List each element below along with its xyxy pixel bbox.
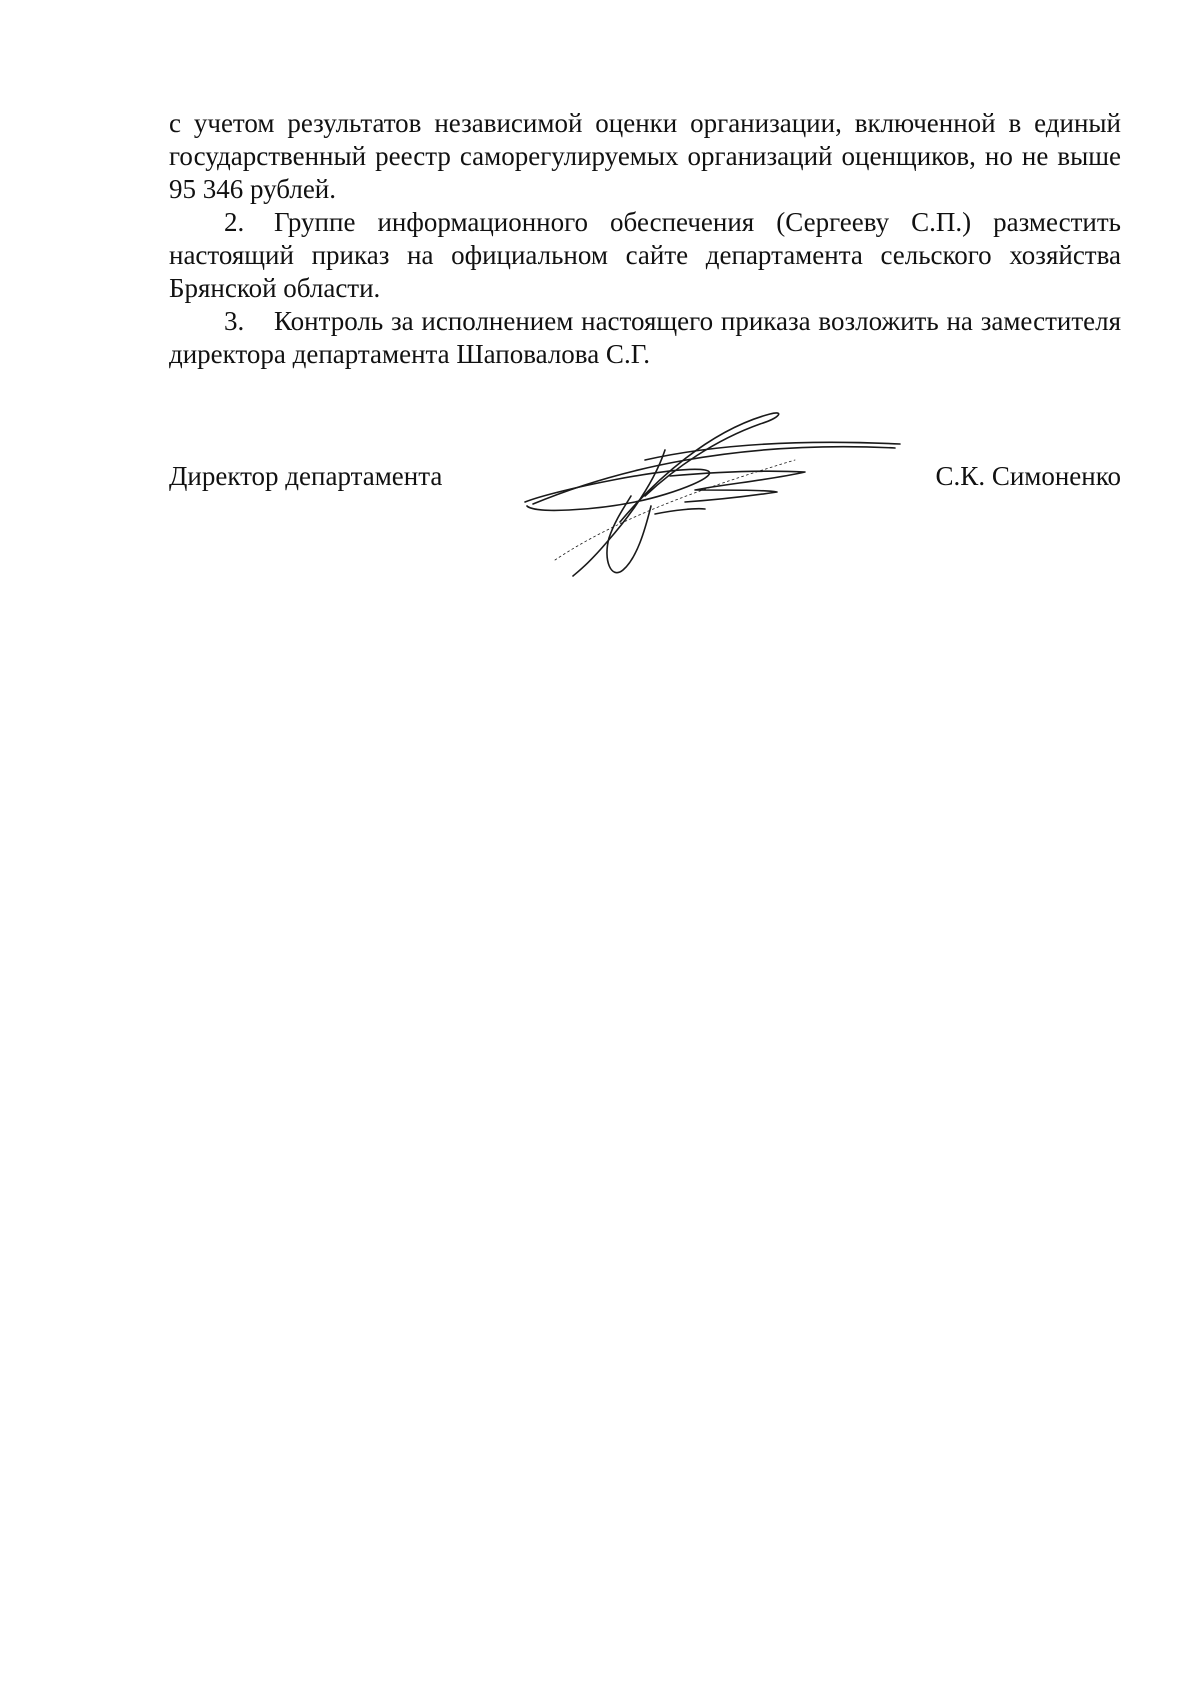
numbered-item-2 xyxy=(169,206,1121,305)
item-text: Группе информационного обеспечения (Сергееву С.П.) разместить настоящий приказ на официальном сайте департамента сельского хозяйства Брянской области. xyxy=(169,207,1121,303)
item-number: 2. xyxy=(224,207,245,237)
item-number: 3. xyxy=(224,306,245,336)
item-text: Контроль за исполнением настоящего приказа возложить на заместителя директора департамента Шаповалова С.Г. xyxy=(169,306,1121,369)
handwritten-signature-icon xyxy=(495,410,915,580)
signer-name: С.К. Симоненко xyxy=(935,461,1121,491)
numbered-item-3 xyxy=(169,305,1121,371)
document-body xyxy=(169,107,1121,371)
intro-paragraph: с учетом результатов независимой оценки организации, включенной в единый государственный реестр саморегулируемых организаций оценщиков, но не выше 95 346 рублей. xyxy=(169,108,1121,204)
signer-title: Директор департамента xyxy=(169,461,443,491)
